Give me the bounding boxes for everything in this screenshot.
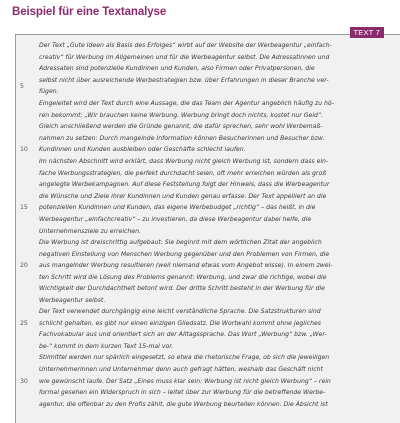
text-line: be-“ kommt in dem kurzen Text 15-mal vor.: [39, 342, 174, 350]
text-line: Werbeagentur selbst.: [39, 296, 106, 304]
line-number: 10: [20, 146, 28, 153]
text-line: Die Werbung ist dreischrittig aufgebaut: Sie beginnt mit dem wörtlichen Zitat der angeblich: [39, 239, 322, 246]
text-line: Werbeagentur „einfachcreativ“ – zu investieren, da diese Werbeagentur dabei helfe, die: [39, 215, 312, 223]
text-line: nahmen zu setzen: Durch mangelnde Information können Besucherinnen und Besucher bzw.: [39, 134, 325, 142]
line-number: 20: [20, 262, 28, 269]
text-line: Der Text verwendet durchgängig eine leicht verständliche Sprache. Die Satzstrukturen sind: [39, 308, 321, 315]
text-line: aus mangelnder Werbung resultieren (weil niemand etwas vom Angebot wisse). In einem zwei-: [39, 262, 333, 270]
text-line: selbst nicht über ausreichende Werbestrategien bzw. über Erfahrungen in dieser Branche ver-: [39, 76, 329, 84]
text-line: creativ“ für Werbung im Allgemeinen und für die Werbeagentur selbst. Die Adressatinnen und: [39, 53, 330, 61]
text-line: die Wünsche und Ziele ihrer Kundinnen und Kunden genau erfasse. Der Text appelliert an die: [39, 192, 327, 200]
line-number: 25: [20, 320, 28, 327]
text-line: potenziellen Kundinnen und Kunden, das eigene Werbebudget „richtig“ – das heißt, in die: [39, 204, 316, 212]
text-line: formal gesehen ein Widerspruch in sich – leitet über zur Werbung für die betreffende Werbe-: [39, 389, 326, 397]
text-line: Im nächsten Abschnitt wird erklärt, dass Werbung nicht gleich Werbung ist, sondern dass ein-: [39, 157, 329, 165]
paragraph-3: [39, 237, 396, 307]
text-line: Fachvokabular aus und orientiert sich an der Alltagssprache. Das Wort „Werbung“ bzw. „Wer-: [39, 331, 327, 339]
page-title: Beispiel für eine Textanalyse: [12, 6, 167, 18]
text-line: Wichtigkeit der Durchdachtheit betont wird. Der dritte Schritt besteht in der Werbung für die: [39, 285, 325, 293]
line-number: 15: [20, 204, 28, 211]
paragraph-2: [39, 98, 396, 237]
line-number: 30: [20, 378, 28, 385]
text-line: angelegte Werbekampagnen. Auf diese Feststellung folgt der Hinweis, dass die Werbeagentur: [39, 181, 330, 189]
text-line: Kundinnen und Kunden ausbleiben oder Geschäfte schlecht laufen.: [39, 146, 246, 154]
paragraph-4: [39, 306, 396, 410]
text-line: ten Schritt wird die Lösung des Problems genannt: Werbung, und zwar die richtige, wobei die: [39, 273, 327, 281]
text-line: fügen.: [39, 88, 59, 96]
line-number: 5: [20, 83, 24, 90]
text-number-badge: TEXT 7: [350, 27, 385, 38]
text-line: fache Werbungsstrategien, die perfekt durchdacht seien, oft mehr erreichen würden als groß: [39, 169, 327, 177]
text-line: Der Text „Gute Ideen als Basis des Erfolges“ wirbt auf der Website der Werbeagentur „einfach-: [39, 42, 332, 49]
text-line: Gleich anschließend werden die Gründe genannt, die dafür sprechen, sehr wohl Werbemaß-: [39, 123, 323, 131]
text-line: Stilmittel werden nur spärlich eingesetzt, so etwa die rhetorische Frage, ob sich die jeweiligen: [39, 354, 330, 362]
text-line: schlicht gehalten, es gibt nur einen einzigen Gliedsatz. Die Wortwahl kommt ohne jegliches: [39, 319, 321, 327]
text-line: Eingeleitet wird der Text durch eine Aussage, die das Team der Agentur angeblich häufig zu hö-: [39, 100, 334, 107]
text-line: negativen Einstellung von Menschen Werbung gegenüber und den Problemen von Firmen, die: [39, 250, 330, 258]
text-line: Adressaten sind potenzielle Kundinnen und Kunden, also Firmen oder Privatpersonen, die: [39, 65, 315, 73]
text-line: Unternehmensziele zu erreichen.: [39, 227, 141, 235]
paragraph-1: [39, 40, 396, 98]
text-line: Unternehmerinnen und Unternehmer denn auch gefragt hätten, weshalb das Geschäft nicht: [39, 365, 323, 373]
text-line: ren bekommt: „Wir brauchen keine Werbung. Werbung bringt doch nichts, kostet nur Geld“.: [39, 111, 324, 119]
text-line: wie gewünscht laufe. Der Satz „Eines muss klar sein: Werbung ist nicht gleich Werbung“ – rein: [39, 377, 331, 385]
text-line: agentur, die offenbar zu den Profis zählt, die gute Werbung beurteilen können. Die Absicht ist: [39, 400, 328, 408]
